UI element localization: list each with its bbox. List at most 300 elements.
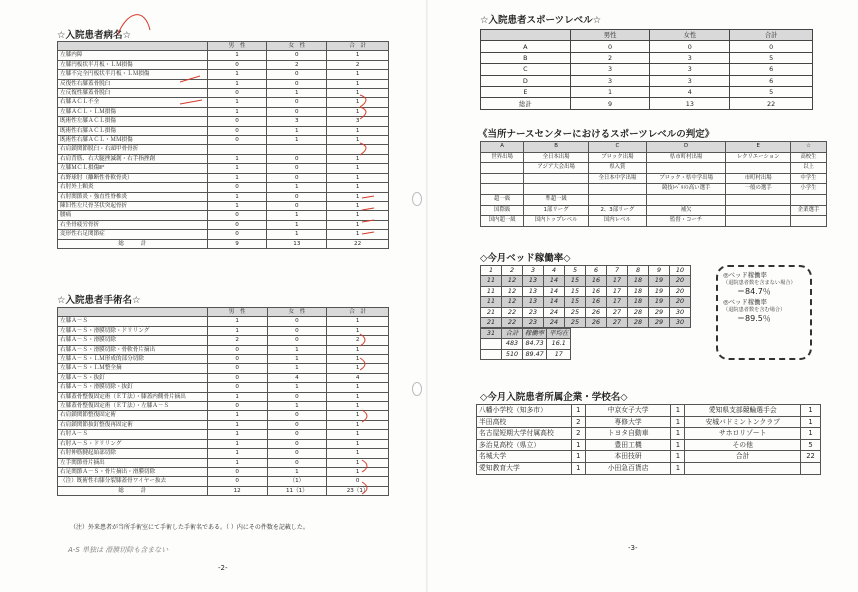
- table-cell: 1: [267, 402, 327, 411]
- surgery-footnote: （注）外来患者が当所手術室にて手術した手術名である。（ ）内にその件数を記載した。: [70, 524, 309, 531]
- table-cell: 1: [327, 345, 389, 354]
- table-cell: 多治見高校（県立）: [477, 439, 572, 451]
- table-cell: 腰痛: [58, 211, 208, 220]
- table-cell: 483: [502, 339, 523, 349]
- table-row: [58, 336, 389, 345]
- table-cell: ブロック・県中学出場: [646, 173, 726, 184]
- occupancy-rate-box: [716, 265, 812, 360]
- table-row: [58, 373, 389, 382]
- table-cell: 13: [523, 297, 544, 307]
- table-cell: [524, 184, 589, 195]
- table-cell: 世界出場: [481, 152, 524, 163]
- column-header: 男 性: [207, 308, 267, 317]
- table-cell: 1: [267, 345, 327, 354]
- table-cell: 1: [267, 183, 327, 192]
- table-row: [58, 201, 389, 210]
- table-cell: 1: [207, 326, 267, 335]
- table-cell: 12: [502, 276, 523, 286]
- table-row: [58, 420, 389, 429]
- table-cell: 名古屋短期大学付属高校: [477, 428, 572, 440]
- sports-level-table: [480, 29, 813, 110]
- table-cell: C: [481, 64, 571, 75]
- table-cell: 名城大学: [477, 451, 572, 463]
- table-header-row: [58, 42, 389, 51]
- table-cell: 1: [327, 230, 389, 239]
- table-cell: 8: [628, 266, 649, 276]
- table-cell: [327, 145, 389, 154]
- table-row: [58, 154, 389, 163]
- sports-table-title: ☆入院患者スポーツレベル☆: [480, 15, 602, 26]
- table-cell: 11: [481, 286, 502, 296]
- table-cell: 一般の選手: [726, 184, 791, 195]
- table-cell: 23: [523, 307, 544, 317]
- table-row: [481, 52, 813, 63]
- table-cell: 19: [649, 297, 670, 307]
- table-row: [58, 230, 389, 239]
- table-cell: 以上: [790, 163, 826, 174]
- table-cell: 小田急百貨店: [585, 462, 671, 474]
- table-cell: 1: [327, 211, 389, 220]
- table-cell: 1: [327, 154, 389, 163]
- table-row: [481, 86, 813, 97]
- table-cell: 1: [207, 458, 267, 467]
- table-cell: 1: [570, 86, 650, 97]
- table-cell: 1: [671, 462, 685, 474]
- table-cell: 1: [327, 136, 389, 145]
- table-cell: 22: [801, 451, 821, 463]
- table-cell: 1: [327, 51, 389, 60]
- table-cell: 1: [267, 355, 327, 364]
- table-row: [481, 216, 827, 227]
- table-cell: [646, 163, 726, 174]
- table-row: [58, 402, 389, 411]
- table-cell: 0: [207, 211, 267, 220]
- table-cell: 21: [481, 307, 502, 317]
- table-row: [58, 355, 389, 364]
- bed-table-title: ◇今月ベッド稼働率◇: [480, 253, 571, 264]
- table-cell: 3: [650, 75, 730, 86]
- table-total-row: [58, 486, 389, 495]
- table-cell: 0: [267, 411, 327, 420]
- table-row: [58, 60, 389, 69]
- table-cell: [790, 194, 826, 205]
- table-cell: 3: [650, 64, 730, 75]
- table-cell: 1: [267, 467, 327, 476]
- table-cell: 0: [267, 449, 327, 458]
- disease-table-title: ☆入院患者病名☆: [57, 30, 132, 41]
- table-cell: 0: [267, 458, 327, 467]
- rate-note-2: （退院患者数を含む場合）: [723, 307, 786, 313]
- table-cell: [524, 173, 589, 184]
- table-cell: 3: [570, 64, 650, 75]
- table-cell: 18: [628, 276, 649, 286]
- table-cell: 6: [730, 64, 813, 75]
- table-row: [58, 51, 389, 60]
- total-cell: 12: [207, 486, 267, 495]
- table-cell: 1: [671, 428, 685, 440]
- rate-value-1: ＝84.7％: [737, 287, 771, 296]
- table-cell: 超一級: [481, 194, 524, 205]
- table-cell: 17: [607, 276, 628, 286]
- table-cell: [481, 173, 524, 184]
- table-cell: 1: [327, 430, 389, 439]
- table-cell: 1: [327, 98, 389, 107]
- table-cell: 1: [267, 220, 327, 229]
- table-cell: 17: [607, 297, 628, 307]
- table-cell: [685, 462, 801, 474]
- rate-label-2: ◎ベッド稼働率: [723, 298, 767, 306]
- column-header: A: [481, 142, 524, 153]
- table-row: [481, 41, 813, 52]
- affiliation-table: [476, 404, 821, 475]
- table-cell: 右肩鎖関節整復固定術: [58, 411, 208, 420]
- table-row: [481, 184, 827, 195]
- bed-occupancy-table: [480, 265, 691, 328]
- table-row: [481, 297, 691, 307]
- table-cell: 1: [571, 451, 585, 463]
- table-cell: 右肩背筋、右大腿挫滅創・右手指挫創: [58, 154, 208, 163]
- table-row: [58, 79, 389, 88]
- table-cell: 6: [586, 266, 607, 276]
- table-cell: 510: [502, 349, 523, 359]
- table-cell: 左膝Ａ－Ｓ・滑膜切除・ドリリング: [58, 326, 208, 335]
- table-cell: 1: [267, 211, 327, 220]
- table-cell: 2: [502, 266, 523, 276]
- table-cell: （1）: [267, 477, 327, 486]
- table-row: [481, 318, 691, 328]
- table-cell: 2: [327, 336, 389, 345]
- table-cell: 11: [481, 297, 502, 307]
- table-cell: 0: [267, 326, 327, 335]
- total-cell: 総計: [481, 98, 571, 109]
- table-cell: 9: [649, 266, 670, 276]
- table-total-row: [58, 239, 389, 248]
- table-cell: 29: [649, 307, 670, 317]
- table-cell: 5: [801, 439, 821, 451]
- bed-summary-table: [480, 328, 571, 360]
- table-cell: [481, 163, 524, 174]
- table-cell: 1: [207, 411, 267, 420]
- table-cell: [790, 216, 826, 227]
- table-cell: 11: [481, 276, 502, 286]
- table-cell: 1: [327, 183, 389, 192]
- total-cell: 総 計: [58, 239, 208, 248]
- table-cell: 24: [544, 307, 565, 317]
- total-cell: 13: [267, 239, 327, 248]
- table-cell: 1: [267, 136, 327, 145]
- table-cell: 中学生: [790, 173, 826, 184]
- table-cell: 0: [570, 41, 650, 52]
- table-cell: 専修大学: [585, 416, 671, 428]
- table-cell: 0: [267, 439, 327, 448]
- table-cell: 4: [267, 373, 327, 382]
- table-cell: 26: [586, 318, 607, 328]
- table-cell: 4: [544, 266, 565, 276]
- table-cell: 2、3部リーグ: [588, 205, 646, 216]
- table-cell: 0: [207, 136, 267, 145]
- table-cell: 1: [207, 154, 267, 163]
- table-cell: 右肘Ａ－Ｓ・ドリリング: [58, 439, 208, 448]
- table-cell: [588, 184, 646, 195]
- table-row: [58, 98, 389, 107]
- table-cell: 19: [649, 286, 670, 296]
- table-row: [481, 286, 691, 296]
- table-cell: 1: [267, 364, 327, 373]
- table-cell: 17: [607, 286, 628, 296]
- column-header: [58, 308, 208, 317]
- column-header: 31: [481, 329, 502, 339]
- table-cell: 右膝Ａ－Ｓ・滑膜切除・骨軟骨片摘出: [58, 345, 208, 354]
- table-row: [58, 173, 389, 182]
- table-row: [481, 75, 813, 86]
- table-cell: 0: [207, 230, 267, 239]
- table-cell: 国内レベル: [588, 216, 646, 227]
- column-header: [481, 30, 571, 41]
- table-cell: 監督・コーチ: [646, 216, 726, 227]
- table-cell: 0: [207, 383, 267, 392]
- table-cell: [726, 194, 791, 205]
- table-cell: 20: [670, 297, 691, 307]
- table-cell: 全日本出場: [524, 152, 589, 163]
- page-number-right: -3-: [628, 544, 638, 552]
- table-cell: 右肩鎖関節脱臼・右頭甲骨骨折: [58, 145, 208, 154]
- table-cell: 27: [607, 307, 628, 317]
- table-cell: [481, 339, 502, 349]
- table-cell: 30: [670, 307, 691, 317]
- table-cell: 27: [607, 318, 628, 328]
- table-cell: [646, 194, 726, 205]
- table-cell: 左膝不完全円板状半月板・ＬＭ損傷: [58, 70, 208, 79]
- column-header: 男 性: [207, 42, 267, 51]
- table-cell: 15: [565, 297, 586, 307]
- column-header: E: [726, 142, 791, 153]
- table-cell: 1: [207, 51, 267, 60]
- table-row: [481, 307, 691, 317]
- table-cell: 競技ﾚﾍﾞﾙの高い選手: [646, 184, 726, 195]
- table-cell: [726, 216, 791, 227]
- total-cell: 9: [207, 239, 267, 248]
- column-header: B: [524, 142, 589, 153]
- table-cell: 12: [502, 297, 523, 307]
- table-cell: D: [481, 75, 571, 86]
- table-total-row: [481, 98, 813, 109]
- table-cell: 全日本中学出場: [588, 173, 646, 184]
- table-cell: 15: [565, 276, 586, 286]
- table-cell: [726, 163, 791, 174]
- table-cell: 右坐骨疲労骨折: [58, 220, 208, 229]
- table-cell: 25: [565, 307, 586, 317]
- table-cell: 1: [327, 364, 389, 373]
- table-row: [481, 266, 691, 276]
- column-header: 男性: [570, 30, 650, 41]
- total-cell: 22: [327, 239, 389, 248]
- table-cell: 1: [207, 317, 267, 326]
- table-cell: 本田技研: [585, 451, 671, 463]
- table-cell: 0: [207, 126, 267, 135]
- table-header-row: [481, 329, 571, 339]
- table-cell: 15: [565, 286, 586, 296]
- disease-table: [57, 41, 389, 249]
- table-cell: 1: [267, 230, 327, 239]
- table-cell: 小学生: [790, 184, 826, 195]
- column-header: 女 性: [267, 42, 327, 51]
- table-cell: 既術性右膝ＡＣＬ・ＭＭ損傷: [58, 136, 208, 145]
- table-cell: 28: [628, 318, 649, 328]
- table-cell: 0: [267, 98, 327, 107]
- table-cell: 0: [207, 183, 267, 192]
- table-cell: 2: [267, 60, 327, 69]
- table-cell: 1: [327, 89, 389, 98]
- table-cell: 0: [267, 70, 327, 79]
- table-cell: 0: [207, 402, 267, 411]
- table-cell: 0: [267, 201, 327, 210]
- table-header-row: [481, 142, 827, 153]
- table-cell: 1: [327, 411, 389, 420]
- rate-label-1: ◎ベッド稼働率: [723, 271, 767, 279]
- table-cell: 0: [267, 430, 327, 439]
- table-cell: 補欠: [646, 205, 726, 216]
- table-cell: 豊田工機: [585, 439, 671, 451]
- table-cell: 0: [207, 364, 267, 373]
- table-cell: 左膝Ａ－Ｓ・抜釘: [58, 373, 208, 382]
- table-row: [481, 205, 827, 216]
- table-cell: 0: [207, 345, 267, 354]
- table-cell: 安城バドミントンクラブ: [685, 416, 801, 428]
- column-header: 平均在: [547, 329, 571, 339]
- table-row: [58, 411, 389, 420]
- table-cell: ブロック出場: [588, 152, 646, 163]
- table-cell: 県市町村出場: [646, 152, 726, 163]
- table-cell: 1: [671, 405, 685, 417]
- table-cell: 0: [267, 79, 327, 88]
- table-row: [481, 163, 827, 174]
- total-cell: 13: [650, 98, 730, 109]
- binder-hole: [412, 192, 422, 206]
- table-cell: 0: [207, 89, 267, 98]
- table-cell: 八幡小学校（知多市）: [477, 405, 572, 417]
- table-cell: サホロリゾート: [685, 428, 801, 440]
- table-cell: 1: [327, 164, 389, 173]
- table-cell: トヨタ自動車: [585, 428, 671, 440]
- table-row: [481, 64, 813, 75]
- table-cell: 1: [267, 383, 327, 392]
- table-cell: 1: [327, 326, 389, 335]
- table-row: [58, 449, 389, 458]
- table-cell: 1: [207, 201, 267, 210]
- table-row: [58, 192, 389, 201]
- table-cell: 22: [502, 318, 523, 328]
- table-cell: 左反復性膝蓋骨脱臼: [58, 89, 208, 98]
- table-cell: 3: [570, 75, 650, 86]
- table-cell: 1: [571, 462, 585, 474]
- table-row: [477, 451, 821, 463]
- table-row: [477, 439, 821, 451]
- table-cell: 4: [327, 373, 389, 382]
- table-cell: 陳旧性左尺骨茎状突起骨折: [58, 201, 208, 210]
- table-cell: 1: [267, 89, 327, 98]
- table-cell: 変形性右足関節症: [58, 230, 208, 239]
- table-cell: 1: [327, 458, 389, 467]
- table-cell: 0: [267, 420, 327, 429]
- table-cell: 16: [586, 286, 607, 296]
- table-cell: [481, 184, 524, 195]
- table-cell: 18: [628, 297, 649, 307]
- total-cell: 9: [570, 98, 650, 109]
- table-row: [58, 392, 389, 401]
- table-cell: 1: [207, 192, 267, 201]
- table-cell: 1: [671, 416, 685, 428]
- table-row: [481, 152, 827, 163]
- table-cell: 左膝ＡＣＬ・ＬＭ損傷: [58, 107, 208, 116]
- table-cell: 14: [544, 286, 565, 296]
- table-cell: 左手関節骨片摘出: [58, 458, 208, 467]
- table-cell: 1部リーグ: [524, 205, 589, 216]
- table-row: [58, 345, 389, 354]
- table-cell: 14: [544, 297, 565, 307]
- table-cell: 89.47: [523, 349, 547, 359]
- table-cell: 0: [650, 41, 730, 52]
- table-cell: 1: [207, 430, 267, 439]
- table-row: [58, 211, 389, 220]
- table-cell: 右膝Ａ－Ｓ・滑膜切除・抜釘: [58, 383, 208, 392]
- table-cell: 22: [502, 307, 523, 317]
- table-cell: レクリエーション: [726, 152, 791, 163]
- table-cell: 19: [649, 276, 670, 286]
- table-cell: 1: [671, 451, 685, 463]
- table-cell: 右肘Ａ－Ｓ: [58, 430, 208, 439]
- rate-note-1: （退院患者数を含まない場合）: [723, 280, 796, 286]
- table-cell: 1: [671, 439, 685, 451]
- table-cell: 左膝ＭＣＬ損傷Ⅱ°: [58, 164, 208, 173]
- table-row: [58, 467, 389, 476]
- table-row: [58, 439, 389, 448]
- table-cell: 0: [207, 220, 267, 229]
- table-cell: 0: [267, 336, 327, 345]
- table-row: [481, 339, 571, 349]
- column-header: 合計: [730, 30, 813, 41]
- table-cell: 7: [607, 266, 628, 276]
- table-cell: 5: [565, 266, 586, 276]
- table-cell: 13: [523, 276, 544, 286]
- table-cell: （注）既術性右膝分裂膝蓋骨ワイヤー抜去: [58, 477, 208, 486]
- surgery-table: [57, 307, 389, 496]
- column-header: 稼働率: [523, 329, 547, 339]
- table-cell: 県入賞: [588, 163, 646, 174]
- table-cell: 3: [267, 117, 327, 126]
- column-header: D: [646, 142, 726, 153]
- table-cell: 16: [586, 297, 607, 307]
- table-cell: 1: [327, 402, 389, 411]
- total-cell: 総 計: [58, 486, 208, 495]
- table-cell: 0: [207, 373, 267, 382]
- table-cell: 国内超一級: [481, 216, 524, 227]
- table-cell: 16: [586, 276, 607, 286]
- table-cell: 18: [628, 286, 649, 296]
- table-header-row: [481, 30, 813, 41]
- table-cell: 12: [502, 286, 523, 296]
- table-cell: 左膝Ａ－Ｓ: [58, 317, 208, 326]
- table-cell: 1: [207, 439, 267, 448]
- table-cell: 0: [207, 117, 267, 126]
- table-cell: 0: [267, 392, 327, 401]
- table-cell: 右肘関節炎・強直性脊椎炎: [58, 192, 208, 201]
- table-cell: 既術性右膝ＡＣＬ損傷: [58, 126, 208, 135]
- table-cell: 29: [649, 318, 670, 328]
- table-cell: 国内トップレベル: [524, 216, 589, 227]
- table-cell: 右肘外上顆炎: [58, 183, 208, 192]
- table-cell: 1: [327, 383, 389, 392]
- table-cell: 左膝円板状半月板・ＬＭ損傷: [58, 60, 208, 69]
